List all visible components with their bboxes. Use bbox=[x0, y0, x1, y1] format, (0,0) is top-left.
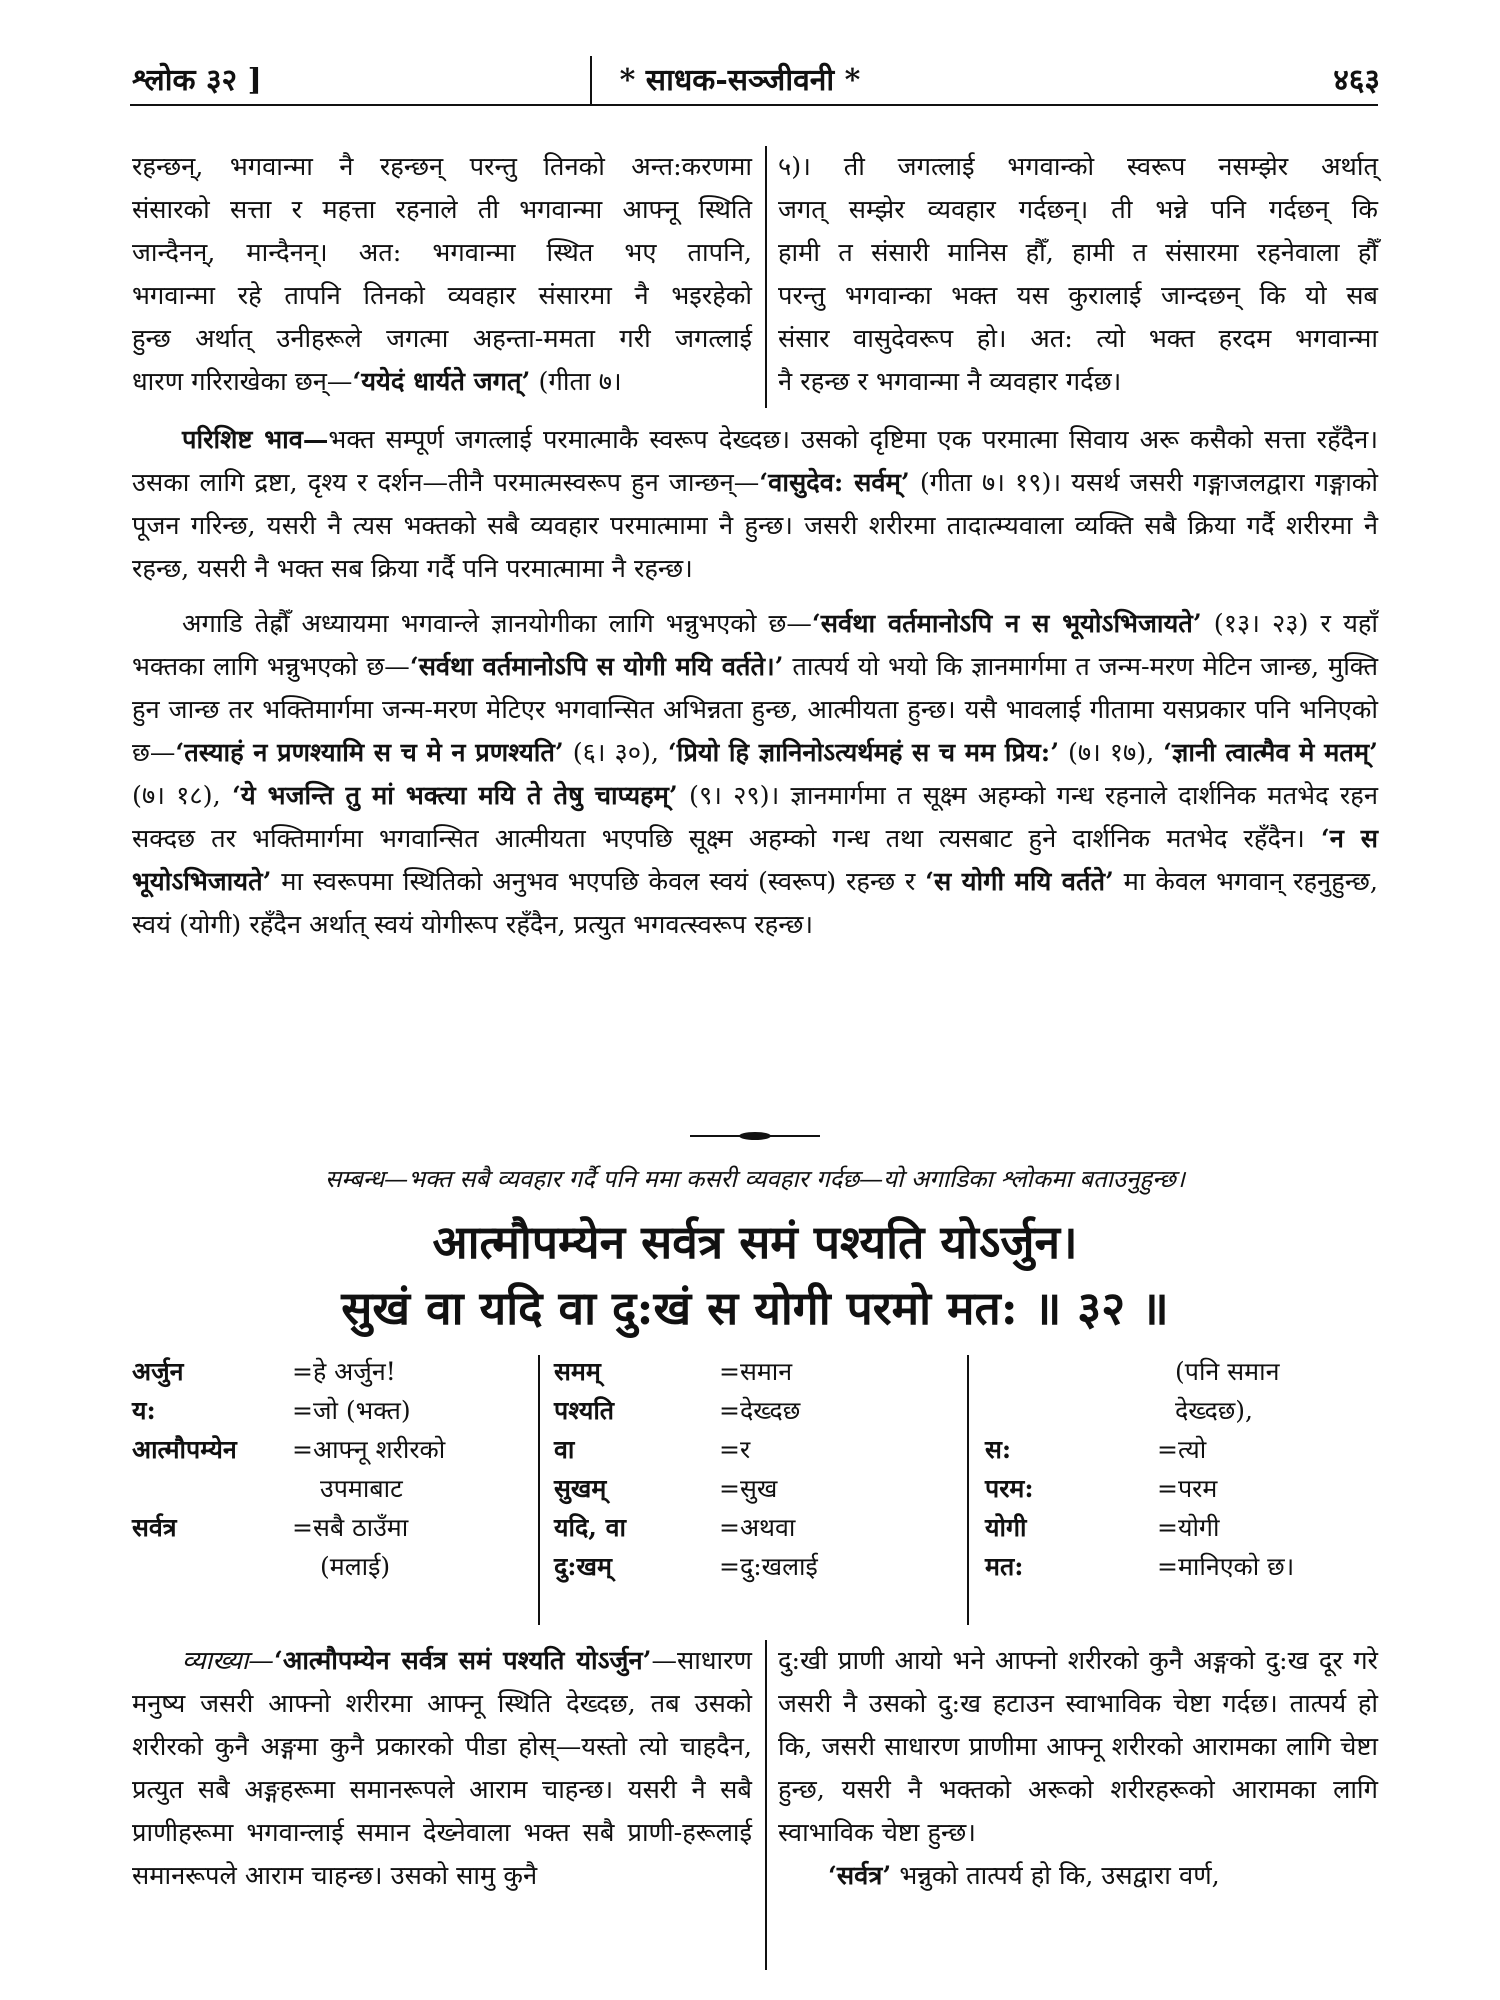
quote: ‘प्रियो हि ज्ञानिनोऽत्यर्थमहं स च मम प्रिय:’ bbox=[667, 738, 1060, 768]
gloss-row bbox=[985, 1391, 1378, 1430]
gloss-row bbox=[132, 1352, 532, 1391]
quote: ‘वासुदेव: सर्वम्’ bbox=[759, 468, 910, 498]
gloss-term: सुखम् bbox=[554, 1474, 607, 1503]
quote: ‘स योगी मयि वर्तते’ bbox=[925, 867, 1114, 897]
gloss-term: वा bbox=[554, 1435, 575, 1464]
text-span: —साधारण मनुष्य जसरी आफ्नो शरीरमा आफ्नू स्थिति देख्दछ, तब उसको शरीरको कुनै अङ्गमा कुनै प्रकारको पीडा होस्—यस्तो त्यो चाहदैन, प्रत्युत सबै अङ्गहरूमा समानरूपले आराम चाहन्छ। यसरी नै सबै प्राणीहरूमा भगवान्लाई समान देख्नेवाला भक्त सबै प्राणी-हरूलाई समानरूपले आराम चाहन्छ। उसको सामु कुनै bbox=[132, 1646, 752, 1891]
gloss-row bbox=[985, 1508, 1378, 1547]
gloss-term: योगी bbox=[985, 1513, 1027, 1542]
gloss-meaning: =योगी bbox=[1157, 1513, 1220, 1542]
gloss-row bbox=[554, 1352, 954, 1391]
gloss-row bbox=[132, 1391, 532, 1430]
gloss-meaning: =समान bbox=[719, 1357, 793, 1386]
gloss-term: मत: bbox=[985, 1552, 1024, 1581]
quote: ‘ये भजन्ति तु मां भक्त्या मयि ते तेषु चाप्यहम्’ bbox=[231, 781, 678, 811]
gloss-column-2 bbox=[554, 1352, 954, 1586]
gloss-row bbox=[554, 1391, 954, 1430]
gloss-row bbox=[554, 1469, 954, 1508]
gloss-term: सर्वत्र bbox=[132, 1513, 177, 1542]
gloss-column-3 bbox=[985, 1352, 1378, 1586]
top-left-column bbox=[132, 146, 752, 404]
text-span: भक्त सम्पूर्ण जगत्लाई परमात्माकै स्वरूप देख्दछ। उसको दृष्टिमा एक परमात्मा सिवाय अरू कसैको सत्ता रहँदैन। उसका लागि द्रष्टा, दृश्य र दर्शन—तीनै परमात्मस्वरूप हुन जान्छन्— bbox=[132, 425, 1378, 498]
gloss-meaning: =त्यो bbox=[1157, 1435, 1207, 1464]
gloss-row bbox=[132, 1430, 532, 1469]
text-line bbox=[132, 361, 752, 404]
text-span: (गीता ७। १९)। यसर्थ जसरी गङ्गाजलद्वारा गङ्गाको पूजन गरिन्छ, यसरी नै त्यस भक्तको सबै व्यवहार परमात्मामा नै हुन्छ। जसरी शरीरमा तादात्म्यवाला व्यक्ति सबै क्रिया गर्दै शरीरमा नै रहन्छ, यसरी नै भक्त सब क्रिया गर्दै पनि परमात्मामा नै रहन्छ। bbox=[132, 468, 1378, 584]
text-line: हुन्छ अर्थात् उनीहरूले जगत्मा अहन्ता-ममता गरी जगत्लाई bbox=[132, 324, 752, 354]
section-label: परिशिष्ट भाव— bbox=[182, 425, 329, 455]
text-line: ५)। ती जगत्लाई भगवान्को स्वरूप नसम्झेर अर्थात् bbox=[778, 152, 1378, 182]
gloss-term: यदि, वा bbox=[554, 1513, 627, 1542]
text-span: धारण गरिराखेका छन्— bbox=[132, 367, 353, 397]
quote: ‘सर्वत्र’ bbox=[828, 1861, 892, 1891]
gloss-meaning: =देख्दछ bbox=[719, 1396, 801, 1425]
text-span: अगाडि तेह्रौँ अध्यायमा भगवान्ले ज्ञानयोगीका लागि भन्नुभएको छ— bbox=[182, 609, 812, 639]
quote: ‘आत्मौपम्येन सर्वत्र समं पश्यति योऽर्जुन’ bbox=[273, 1646, 652, 1676]
text-line: नै रहन्छ र भगवान्मा नै व्यवहार गर्दछ। bbox=[778, 367, 1122, 397]
text-span: (७। १७), bbox=[1059, 738, 1164, 768]
text-line: जान्दैनन्, मान्दैनन्। अत: भगवान्मा स्थित भए तापनि, bbox=[132, 238, 752, 268]
gloss-meaning: देख्दछ), bbox=[1175, 1396, 1253, 1425]
gloss-row bbox=[985, 1547, 1378, 1586]
quote: ‘ययेदं धार्यते जगत्’ bbox=[352, 367, 531, 397]
gloss-term: य: bbox=[132, 1396, 156, 1425]
text-line: संसारको सत्ता र महत्ता रहनाले ती भगवान्मा आफ्नू स्थिति bbox=[132, 195, 752, 225]
quote: ‘सर्वथा वर्तमानोऽपि न स भूयोऽभिजायते’ bbox=[811, 609, 1202, 639]
gloss-row bbox=[132, 1508, 532, 1547]
sarvatra-paragraph bbox=[778, 1855, 1378, 1898]
vyakhya-column bbox=[132, 1640, 752, 1898]
gloss-meaning: =सुख bbox=[719, 1474, 778, 1503]
gloss-meaning: =हे अर्जुन! bbox=[292, 1357, 396, 1386]
text-span: मा केवल भगवान् रहनुहुन्छ, स्वयं (योगी) रहँदैन अर्थात् स्वयं योगीरूप रहँदैन, प्रत्युत भगवत्स्वरूप रहन्छ। bbox=[132, 867, 1379, 940]
gloss-row bbox=[985, 1430, 1378, 1469]
gloss-column-1 bbox=[132, 1352, 532, 1586]
text-line: जगत् सम्झेर व्यवहार गर्दछन्। ती भन्ने पनि गर्दछन् कि bbox=[778, 195, 1378, 225]
quote: ‘तस्याहं न प्रणश्यामि स च मे न प्रणश्यति’ bbox=[175, 738, 564, 768]
text-line: रहन्छन्, भगवान्मा नै रहन्छन् परन्तु तिनको अन्त:करणमा bbox=[132, 152, 752, 182]
verse-line-2: सुखं वा यदि वा दु:खं स योगी परमो मत: ॥ ३२ ॥ bbox=[341, 1281, 1169, 1335]
gloss-row bbox=[554, 1430, 954, 1469]
gloss-term: अर्जुन bbox=[132, 1357, 184, 1386]
text-span: (७। १८), bbox=[132, 781, 232, 811]
gloss-row bbox=[554, 1508, 954, 1547]
gloss-meaning: =आफ्नू शरीरको bbox=[292, 1435, 446, 1464]
quote: ‘न स भूयोऽभिजायते’ bbox=[132, 824, 1378, 897]
gloss-term: दु:खम् bbox=[554, 1552, 612, 1581]
text-span: दु:खी प्राणी आयो भने आफ्नो शरीरको कुनै अङ्गको दु:ख दूर गरे जसरी नै उसको दु:ख हटाउन स्वाभाविक चेष्टा गर्दछ। तात्पर्य हो कि, जसरी साधारण प्राणीमा आफ्नू शरीरको आरामका लागि चेष्टा हुन्छ, यसरी नै भक्तको अरूको शरीरहरूको आरामका लागि स्वाभाविक चेष्टा हुन्छ। bbox=[778, 1646, 1378, 1848]
page-number: ४६३ bbox=[1333, 63, 1380, 98]
gloss-term: स: bbox=[985, 1435, 1012, 1464]
gloss-meaning: =परम bbox=[1157, 1474, 1218, 1503]
sambandh-line: सम्बन्ध—भक्त सबै व्यवहार गर्दै पनि ममा कसरी व्यवहार गर्दछ—यो अगाडिका श्लोकमा बताउनुहुन्छ। bbox=[325, 1165, 1185, 1193]
text-line: हामी त संसारी मानिस हौँ, हामी त संसारमा रहनेवाला हौँ bbox=[778, 238, 1378, 268]
gloss-row bbox=[554, 1547, 954, 1586]
gloss-meaning: =दु:खलाई bbox=[719, 1552, 818, 1581]
gloss-row bbox=[132, 1547, 532, 1586]
gloss-row bbox=[132, 1469, 532, 1508]
gloss-meaning: =र bbox=[719, 1435, 751, 1464]
gloss-row bbox=[985, 1352, 1378, 1391]
text-span: तात्पर्य यो भयो कि ज्ञानमार्गमा त जन्म-मरण मेटिन जान्छ, मुक्ति हुन जान्छ तर भक्तिमार्गमा जन्म-मरण मेटिएर भगवान्सित अभिन्नता हुन्छ, आत्मीयता हुन्छ। यसै भावलाई गीतामा यसप्रकार पनि भनिएको छ— bbox=[132, 652, 1379, 768]
text-line: संसार वासुदेवरूप हो। अत: त्यो भक्त हरदम भगवान्मा bbox=[778, 324, 1378, 354]
gloss-term: पश्यति bbox=[554, 1396, 615, 1425]
agadi-paragraph bbox=[132, 603, 1378, 947]
gloss-meaning: (मलाई) bbox=[320, 1552, 391, 1581]
gloss-meaning: =जो (भक्त) bbox=[292, 1396, 411, 1425]
text-line: भगवान्मा रहे तापनि तिनको व्यवहार संसारमा नै भइरहेको bbox=[132, 281, 752, 311]
quote: ‘ज्ञानी त्वात्मैव मे मतम्’ bbox=[1163, 738, 1378, 768]
gloss-meaning: उपमाबाट bbox=[320, 1474, 403, 1503]
section-ornament bbox=[690, 1131, 820, 1141]
text-span: मा स्वरूपमा स्थितिको अनुभव भएपछि केवल स्वयं (स्वरूप) रहन्छ र bbox=[271, 867, 926, 897]
parishisht-paragraph bbox=[132, 419, 1378, 947]
reference: (गीता ७। bbox=[530, 367, 622, 397]
gloss-divider bbox=[538, 1355, 540, 1625]
text-span: (९। २९)। ज्ञानमार्गमा त सूक्ष्म अहम्को गन्ध रहनाले दार्शनिक मतभेद रहन सक्दछ तर भक्तिमार्गमा भगवान्सित आत्मीयता भएपछि सूक्ष्म अहम्को गन्ध तथा त्यसबाट हुने दार्शनिक मतभेद रहँदैन। bbox=[132, 781, 1378, 854]
verse-line-1: आत्मौपम्येन सर्वत्र समं पश्यति योऽर्जुन। bbox=[432, 1215, 1078, 1269]
book-title: * साधक-सञ्जीवनी * bbox=[619, 63, 861, 98]
quote: ‘सर्वथा वर्तमानोऽपि स योगी मयि वर्तते।’ bbox=[409, 652, 784, 682]
gloss-term: आत्मौपम्येन bbox=[132, 1435, 237, 1464]
column-rule bbox=[765, 1640, 767, 1970]
top-right-column bbox=[778, 146, 1378, 404]
section-label: व्याख्या— bbox=[182, 1646, 274, 1676]
text-span: भन्नुको तात्पर्य हो कि, उसद्वारा वर्ण, bbox=[891, 1861, 1220, 1891]
column-rule bbox=[765, 146, 767, 408]
bottom-right-column bbox=[778, 1640, 1378, 1898]
header-rule bbox=[130, 104, 1378, 106]
gloss-term: परम: bbox=[985, 1474, 1034, 1503]
chapter-verse-label: श्लोक ३२ ] bbox=[132, 63, 262, 98]
gloss-term: समम् bbox=[554, 1357, 601, 1386]
text-span: (६। ३०), bbox=[563, 738, 668, 768]
text-line: परन्तु भगवान्का भक्त यस कुरालाई जान्दछन् कि यो सब bbox=[778, 281, 1378, 311]
text-span: (१३। २३) र यहाँ भक्तका लागि भन्नुभएको छ— bbox=[132, 609, 1379, 682]
gloss-meaning: =मानिएको छ। bbox=[1157, 1552, 1295, 1581]
gloss-meaning: =सबै ठाउँमा bbox=[292, 1513, 409, 1542]
gloss-row bbox=[985, 1469, 1378, 1508]
gloss-divider bbox=[967, 1355, 969, 1625]
gloss-meaning: (पनि समान bbox=[1175, 1357, 1280, 1386]
gloss-meaning: =अथवा bbox=[719, 1513, 796, 1542]
